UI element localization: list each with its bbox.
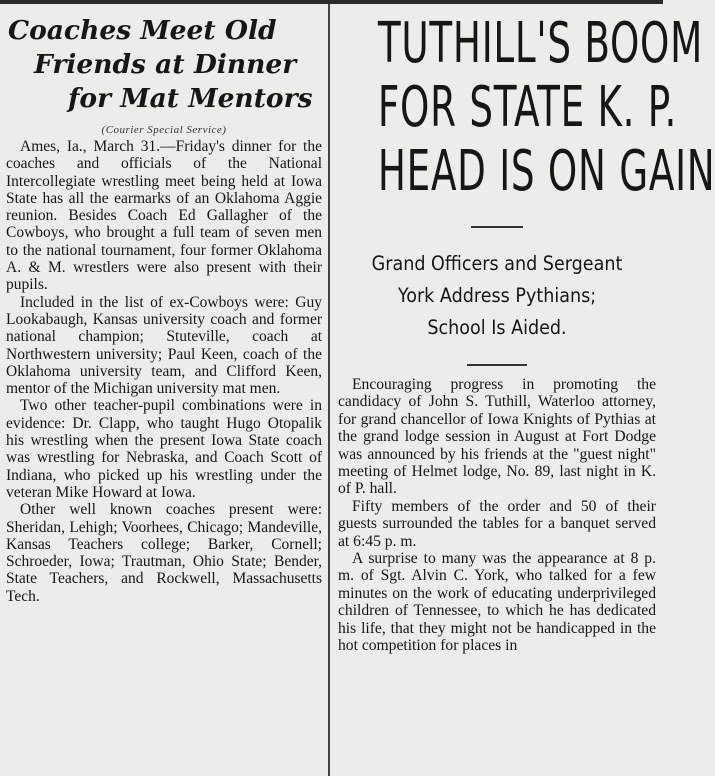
article-paragraph: Fifty members of the order and 50 of their guests surrounded the tables for a banquet served at 6:45 p. m. [338, 497, 656, 550]
subheadline-line: York Address Pythians; [397, 284, 597, 307]
subhead-divider [467, 364, 527, 366]
right-article [336, 10, 715, 655]
left-article [4, 10, 324, 605]
left-headline-line: Coaches Meet Old [8, 15, 277, 46]
column-rule [328, 4, 330, 776]
left-headline [4, 14, 324, 116]
article-paragraph: Other well known coaches present were: Sheridan, Lehigh; Voorhees, Chicago; Mandeville, Kansas Teachers college; Barker, Cornell; Schroeder, Iowa; Trautman, Ohio State; Bender, State Teachers, and Rockwell, Massachusetts Tech. [6, 501, 322, 605]
right-headline [377, 11, 715, 204]
left-headline-line: Friends at Dinner [34, 49, 297, 80]
article-paragraph: Included in the list of ex-Cowboys were: Guy Lookabaugh, Kansas university coach and former national champion; Stuteville, coach at Northwestern university; Paul Keen, coach of the Oklahoma university team, and Clifford Keen, mentor of the Michigan university mat men. [6, 293, 322, 398]
right-headline-line: FOR STATE K. P. [377, 75, 678, 140]
article-paragraph: Encouraging progress in promoting the candidacy of John S. Tuthill, Waterloo attorney, for grand chancellor of Iowa Knights of Pythias at the grand lodge session in August at Fort Dodge was announced by his friends at the "guest night" meeting of Helmet lodge, No. 89, last night in K. of P. hall. [338, 376, 656, 498]
article-paragraph: Ames, Ia., March 31.—Friday's dinner for the coaches and officials of the National Intercollegiate wrestling meet being held at Iowa State has all the earmarks of an Oklahoma Aggie reunion. Besides Coach Ed Gallagher of the Cowboys, who brought a full team of seven men to the national tournament, four former Oklahoma A. & M. wrestlers were also present with their pupils. [6, 138, 322, 294]
news-service-credit: (Courier Special Service) [101, 124, 227, 136]
article-paragraph: Two other teacher-pupil combinations were in evidence: Dr. Clapp, who taught Hugo Otopalik his wrestling when the present Iowa State coach was wrestling for Nebraska, and Coach Scott of Indiana, who picked up his wrestling under the veteran Mike Howard at Iowa. [6, 397, 322, 501]
subheadline-line: School Is Aided. [427, 316, 567, 339]
top-rule [0, 0, 663, 4]
right-headline-line: TUTHILL'S BOOM [377, 11, 704, 76]
subheadline-line: Grand Officers and Sergeant [371, 252, 623, 275]
left-headline-line: for Mat Mentors [68, 83, 313, 114]
right-subheadline [352, 248, 642, 344]
right-headline-line: HEAD IS ON GAIN [377, 139, 715, 204]
headline-divider [471, 226, 523, 228]
article-paragraph: A surprise to many was the appearance at 8 p. m. of Sgt. Alvin C. York, who talked for a few minutes on the work of educating underprivileged children of Tennessee, to which he has dedicated his life, that they might not be handicapped in the hot competition for places in [338, 550, 656, 655]
